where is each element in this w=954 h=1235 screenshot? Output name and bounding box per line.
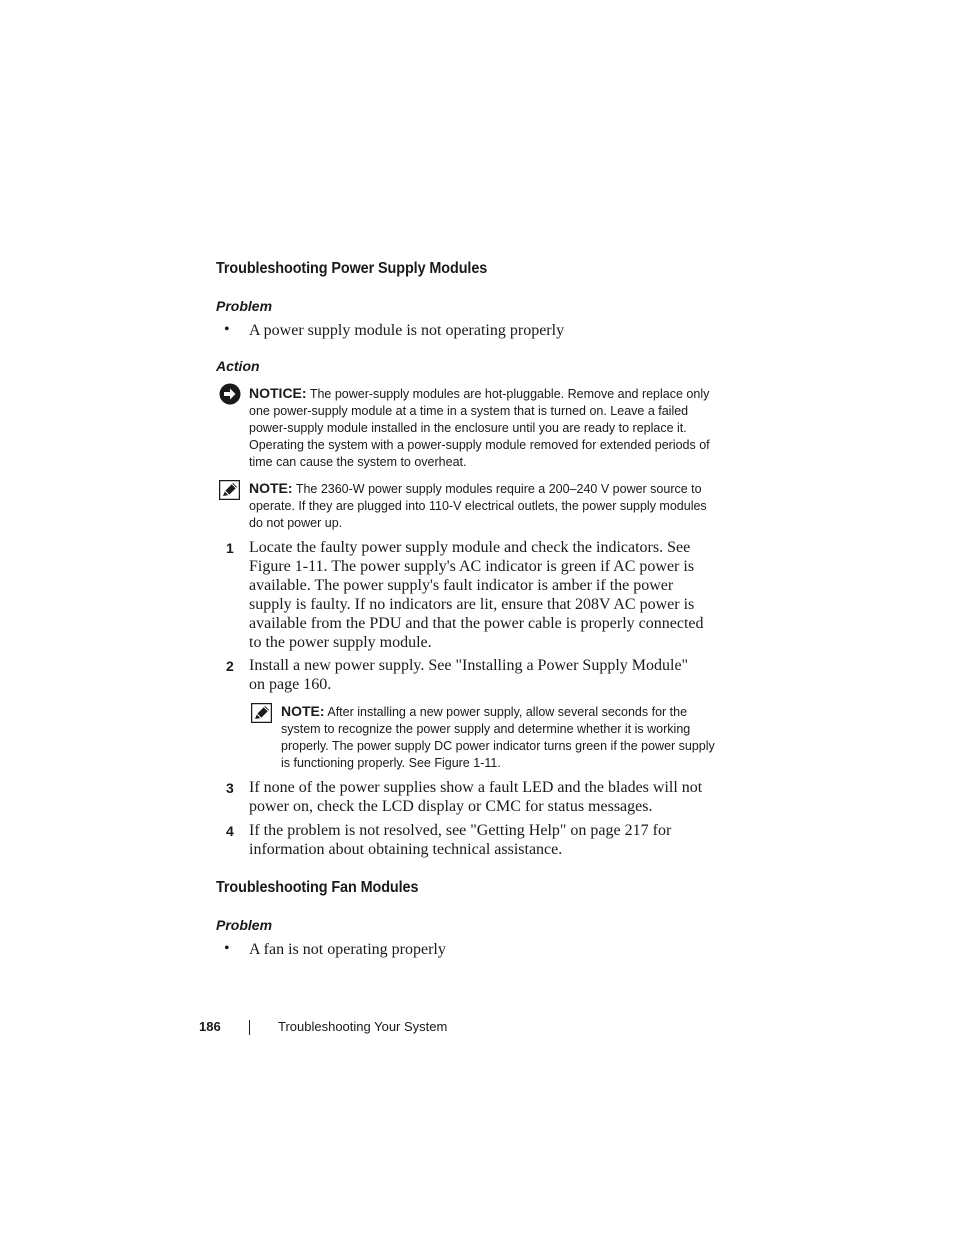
problem-label: Problem — [216, 917, 273, 933]
section-heading-power-supply: Troubleshooting Power Supply Modules — [216, 260, 488, 277]
step-text: Install a new power supply. See "Installing a Power Supply Module" on page 160. — [249, 657, 689, 693]
step-number: 1 — [226, 540, 234, 556]
notice-block — [249, 385, 717, 471]
notice-icon — [219, 383, 241, 410]
note-label: NOTE: — [281, 703, 325, 719]
section-heading-fan: Troubleshooting Fan Modules — [216, 879, 419, 896]
note-pencil-icon — [219, 480, 240, 505]
step-text: Locate the faulty power supply module and check the indicators. See Figure 1-11. The power supply's AC indicator is green if AC power is available. The power supply's fault indicator is amber if the power supply is faulty. If no indicators are lit, ensure that 208V AC power is available from the PDU and that the power cable is properly connected to the power supply module. — [249, 539, 704, 651]
problem-item: A power supply module is not operating properly — [249, 322, 565, 339]
note-label: NOTE: — [249, 480, 293, 496]
note-text: The 2360-W power supply modules require a 200–240 V power source to operate. If they are plugged into 110-V electrical outlets, the power supply modules do not power up. — [249, 482, 707, 530]
note-block — [249, 480, 719, 532]
notice-label: NOTICE: — [249, 385, 307, 401]
step-text: If none of the power supplies show a fault LED and the blades will not power on, check the LCD display or CMC for status messages. — [249, 779, 703, 815]
step-number: 2 — [226, 658, 234, 674]
bullet-icon: • — [224, 321, 230, 338]
bullet-icon: • — [224, 940, 230, 957]
page-number: 186 — [199, 1019, 221, 1034]
problem-label: Problem — [216, 298, 273, 314]
note-text: After installing a new power supply, allow several seconds for the system to recognize the power supply and determine whether it is working properly. The power supply DC power indicator turns green if the power supply is functioning properly. See Figure 1-11. — [281, 705, 715, 770]
step-text: If the problem is not resolved, see "Getting Help" on page 217 for information about obtaining technical assistance. — [249, 822, 672, 858]
footer-chapter-title: Troubleshooting Your System — [278, 1019, 448, 1034]
action-label: Action — [216, 358, 260, 374]
footer-divider — [249, 1020, 250, 1035]
step-number: 4 — [226, 823, 234, 839]
step-number: 3 — [226, 780, 234, 796]
note-pencil-icon — [251, 703, 272, 728]
notice-text: The power-supply modules are hot-pluggable. Remove and replace only one power-supply module at a time in a system that is turned on. Leave a failed power-supply module installed in the enclosure until you are ready to replace it. Operating the system with a power-supply module removed for extended periods of time can cause the system to overheat. — [249, 387, 710, 469]
step2-note-block — [281, 703, 717, 772]
problem-item: A fan is not operating properly — [249, 941, 446, 958]
